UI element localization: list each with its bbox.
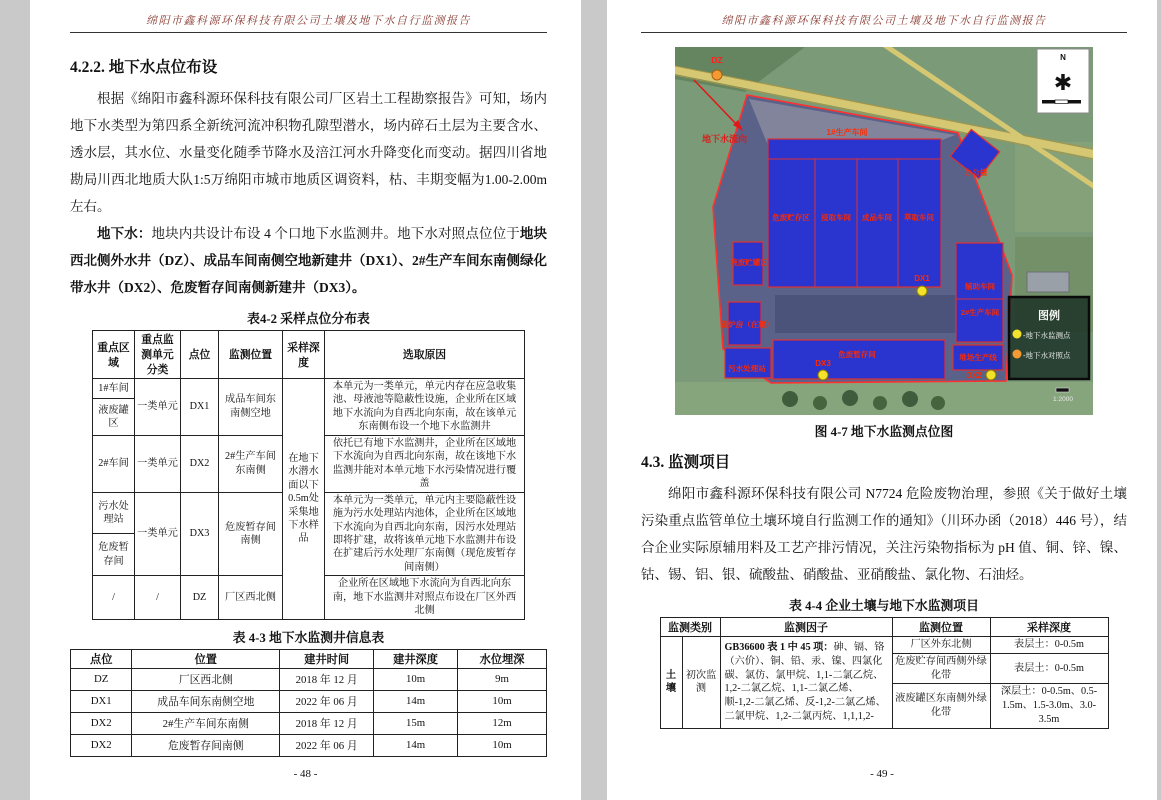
t43-cell: 15m bbox=[374, 712, 458, 734]
tree bbox=[873, 396, 887, 410]
t42-r3-reason: 本单元为一类单元，单元内主要隐蔽性设施为污水处理站内池体，企业所在区域地下水流向为自西北向东南，因污水处理站即将扩建，故将该单元地下水监测井布设在扩建后污水处理厂东南侧（现危废暂存间南侧） bbox=[325, 492, 525, 576]
table-row bbox=[93, 331, 525, 379]
building-hazwaste bbox=[773, 340, 945, 379]
t44-cell: 表层土：0-0.5m bbox=[990, 637, 1108, 654]
tree bbox=[842, 390, 858, 406]
t43-cell: 2022 年 06 月 bbox=[280, 690, 374, 712]
yard-label: 堆场生产线 bbox=[959, 353, 997, 362]
dx3-monitor-point bbox=[818, 370, 828, 380]
t42-r3-area2: 危废暂存间 bbox=[93, 534, 135, 576]
t43-cell: DX2 bbox=[71, 734, 132, 756]
t43-h-point: 点位 bbox=[71, 649, 132, 668]
dz-control-point bbox=[712, 70, 722, 80]
table-row bbox=[93, 379, 525, 399]
t43-h-welldepth: 建井深度 bbox=[374, 649, 458, 668]
building-sewage bbox=[725, 348, 771, 378]
tree bbox=[902, 391, 918, 407]
paragraph-monitoring-items: 绵阳市鑫科源环保科技有限公司 N7724 危险废物治理，参照《关于做好土壤污染重点监管单位土壤环境自行监测工作的通知》（川环办函（2018）446 号），结合企业实际原辅用料及工艺产排污情况，关注污染物指标为 pH 值、铜、锌、镍、钴、锡、铝、银、硫酸盐、硝酸盐、亚硝酸盐、氯化物、石油烃。 bbox=[641, 486, 1127, 582]
table-row bbox=[71, 712, 547, 734]
t42-r2-reason: 依托已有地下水监测井，企业所在区域地下水流向为自西北向东南，故在该地下水监测井能对本单元地下水污染情况进行覆盖 bbox=[325, 435, 525, 492]
hazstore-label: 危废贮存区 bbox=[772, 213, 810, 222]
scale-text: 1:2000 bbox=[1053, 396, 1073, 403]
t43-cell: 12m bbox=[458, 712, 547, 734]
t42-r3-unit: 一类单元 bbox=[135, 492, 181, 576]
tree bbox=[813, 396, 827, 410]
t42-depth-merged: 在地下水潜水面以下0.5m处采集地下水样品 bbox=[283, 379, 325, 620]
t42-r3-location: 危废暂存间南侧 bbox=[219, 492, 283, 576]
t43-cell: DX1 bbox=[71, 690, 132, 712]
t44-cell: 深层土：0-0.5m、0.5-1.5m、1.5-3.0m、3.0-3.5m bbox=[990, 684, 1108, 728]
page-header: 绵阳市鑫科源环保科技有限公司土壤及地下水自行监测报告 bbox=[641, 12, 1127, 33]
t42-h-location: 监测位置 bbox=[219, 331, 283, 379]
product-label: 成品车间 bbox=[862, 213, 892, 222]
dx3-label: DX3 bbox=[815, 359, 831, 368]
workshop2-label: 2#生产车间 bbox=[960, 308, 1000, 317]
t42-r3-point: DX3 bbox=[181, 492, 219, 576]
legend-title: 图例 bbox=[1038, 310, 1060, 322]
t43-h-location: 位置 bbox=[132, 649, 280, 668]
t43-cell: 2#生产车间东南侧 bbox=[132, 712, 280, 734]
t42-r4-location: 厂区西北侧 bbox=[219, 576, 283, 619]
t42-r1-area2: 液废罐区 bbox=[93, 399, 135, 436]
t42-r4-unit: / bbox=[135, 576, 181, 619]
table-row bbox=[71, 734, 547, 756]
t42-h-reason: 选取原因 bbox=[325, 331, 525, 379]
t42-r1-location: 成品车间东南侧空地 bbox=[219, 379, 283, 436]
north-label: N bbox=[1060, 53, 1066, 62]
t42-r2-point: DX2 bbox=[181, 435, 219, 492]
t44-cat-first: 初次监测 bbox=[682, 637, 720, 729]
t42-r2-location: 2#生产车间东南侧 bbox=[219, 435, 283, 492]
compass-rose-icon: ✱ bbox=[1053, 70, 1073, 95]
t42-r4-reason: 企业所在区域地下水流向为自西北向东南，地下水监测井对照点布设在厂区外西北侧 bbox=[325, 576, 525, 619]
table-row bbox=[71, 690, 547, 712]
t43-cell: DX2 bbox=[71, 712, 132, 734]
tree bbox=[931, 396, 945, 410]
compass bbox=[1037, 49, 1089, 113]
t42-r1-unit: 一类单元 bbox=[135, 379, 181, 436]
t43-h-waterlevel: 水位埋深 bbox=[458, 649, 547, 668]
sewage-label: 污水处理站 bbox=[728, 364, 766, 373]
workshop1-label: 1#生产车间 bbox=[826, 128, 868, 137]
mini-scalebar bbox=[1056, 388, 1069, 392]
t44-factors-list: 砷、镉、铬（六价）、铜、铅、汞、镍、四氯化碳、氯仿、氯甲烷、1,1-二氯乙烷、1,2-二氯乙烷、1,1-二氯乙烯、顺-1,2-二氯乙烯、反-1,2-二氯乙烯、二氯甲烷、1,2-二氯丙烷、1,1,1,2- bbox=[724, 642, 886, 722]
section-heading-422: 4.2.2. 地下水点位布设 bbox=[70, 59, 218, 76]
t42-r1-reason: 本单元为一类单元，单元内存在应急收集池、母液池等隐蔽性设施，企业所在区域地下水流向为自西北向东南，故在该单元东南侧布设一个地下水监测井 bbox=[325, 379, 525, 436]
t43-cell: 10m bbox=[374, 668, 458, 690]
figure-groundwater-map bbox=[675, 47, 1093, 415]
t43-cell: 危废暂存间南侧 bbox=[132, 734, 280, 756]
paragraph-groundwater-geology: 根据《绵阳市鑫科源环保科技有限公司厂区岩土工程勘察报告》可知，场内地下水类型为第四系全新统河流冲积物孔隙型潜水，场内碎石土层为主要含水、透水层，其水位、水量变化随季节降水及涪江河水升降变化而变动。据四川省地勘局川西北地质大队1:5万绵阳市城市地质区调资料，枯、丰期变幅为1.00-2.00m左右。 bbox=[70, 91, 547, 214]
t44-cell: 危废贮存间西侧外绿化带 bbox=[892, 653, 990, 684]
legend-monitor-label: -地下水监测点 bbox=[1023, 331, 1071, 340]
legend-control-label: -地下水对照点 bbox=[1023, 351, 1071, 360]
tree bbox=[782, 391, 798, 407]
table-row bbox=[660, 637, 1108, 654]
t42-r1-point: DX1 bbox=[181, 379, 219, 436]
t44-h-depth: 采样深度 bbox=[990, 618, 1108, 637]
pavement-dark bbox=[775, 295, 975, 333]
section-heading-43: 4.3. 监测项目 bbox=[641, 454, 731, 471]
paragraph-groundwater-wells bbox=[70, 220, 547, 301]
t43-cell: 9m bbox=[458, 668, 547, 690]
para2-bold-rest: 地块西北侧外水井（DZ）、成品车间南侧空地新建井（DX1）、2#生产车间东南侧绿化带水井（DX2）、危废暂存间南侧新建井（DX3）。 bbox=[70, 226, 548, 295]
t44-cell: 表层土：0-0.5m bbox=[990, 653, 1108, 684]
table-row bbox=[71, 649, 547, 668]
t42-h-point: 点位 bbox=[181, 331, 219, 379]
t43-cell: 14m bbox=[374, 734, 458, 756]
legend-control-dot bbox=[1013, 350, 1022, 359]
t43-cell: 14m bbox=[374, 690, 458, 712]
scalebar-segment bbox=[1068, 100, 1081, 104]
t44-factors bbox=[720, 637, 892, 729]
para2-normal: 地块内共设计布设 4 个口地下水监测井。地下水对照点位位于 bbox=[151, 226, 520, 241]
t42-r1-area1: 1#车间 bbox=[93, 379, 135, 399]
table-sampling-points bbox=[92, 330, 525, 620]
table44-caption: 表 4-4 企业土壤与地下水监测项目 bbox=[789, 599, 979, 613]
t42-r4-point: DZ bbox=[181, 576, 219, 619]
dx2-monitor-point bbox=[986, 370, 996, 380]
t43-cell: 10m bbox=[458, 734, 547, 756]
scalebar-segment bbox=[1042, 100, 1055, 104]
extract-label: 萃取车间 bbox=[904, 213, 934, 222]
tank-label: 液废贮罐区 bbox=[730, 258, 768, 267]
satellite-map bbox=[675, 47, 1093, 415]
para2-bold-lead: 地下水： bbox=[97, 226, 152, 241]
t44-cat-soil: 土壤 bbox=[660, 637, 682, 729]
flow-direction-label: 地下水流向 bbox=[702, 134, 748, 144]
page-header: 绵阳市鑫科源环保科技有限公司土壤及地下水自行监测报告 bbox=[70, 12, 547, 33]
table42-caption: 表4-2 采样点位分布表 bbox=[247, 312, 370, 326]
dx1-label: DX1 bbox=[914, 274, 930, 283]
page-number: - 49 - bbox=[870, 768, 894, 780]
table-monitoring-items bbox=[660, 617, 1109, 729]
t43-cell: 2018 年 12 月 bbox=[280, 712, 374, 734]
t42-r2-unit: 一类单元 bbox=[135, 435, 181, 492]
t43-cell: 成品车间东南侧空地 bbox=[132, 690, 280, 712]
t44-h-category: 监测类别 bbox=[660, 618, 720, 637]
table-row bbox=[71, 668, 547, 690]
table-well-info bbox=[70, 649, 547, 757]
aux-label: 辅助车间 bbox=[965, 282, 995, 291]
building-workshop2 bbox=[956, 243, 1003, 342]
scalebar-segment bbox=[1055, 100, 1068, 104]
dz-label: DZ bbox=[711, 55, 723, 65]
page-left bbox=[30, 0, 581, 800]
t42-r4-area: / bbox=[93, 576, 135, 619]
t43-cell: 2018 年 12 月 bbox=[280, 668, 374, 690]
t43-cell: 2022 年 06 月 bbox=[280, 734, 374, 756]
t44-cell: 液废罐区东南侧外绿化带 bbox=[892, 684, 990, 728]
page-right bbox=[607, 0, 1157, 800]
table-row bbox=[660, 618, 1108, 637]
dx1-monitor-point bbox=[917, 286, 927, 296]
page-number: - 48 - bbox=[293, 768, 318, 780]
legend-monitor-dot bbox=[1013, 330, 1022, 339]
table43-caption: 表 4-3 地下水监测井信息表 bbox=[232, 630, 385, 645]
hazwaste-label: 危废暂存间 bbox=[838, 350, 876, 359]
t44-cell: 厂区外东北侧 bbox=[892, 637, 990, 654]
t43-cell: DZ bbox=[71, 668, 132, 690]
t42-h-area: 重点区域 bbox=[93, 331, 135, 379]
t43-cell: 厂区西北侧 bbox=[132, 668, 280, 690]
t42-h-depth: 采样深度 bbox=[283, 331, 325, 379]
leach-label: 浸取车间 bbox=[821, 213, 851, 222]
map-legend bbox=[1009, 297, 1089, 379]
figure-caption: 图 4-7 地下水监测点位图 bbox=[814, 425, 954, 439]
t44-factors-bold: GB36600 表 1 中 45 项： bbox=[724, 642, 834, 653]
office-label: 办公楼 bbox=[964, 168, 988, 177]
t44-h-factors: 监测因子 bbox=[720, 618, 892, 637]
t43-h-built: 建井时间 bbox=[280, 649, 374, 668]
t42-r2-area: 2#车间 bbox=[93, 435, 135, 492]
boiler-label: 锅炉房（在建） bbox=[720, 320, 774, 329]
t43-cell: 10m bbox=[458, 690, 547, 712]
t42-h-unit: 重点监测单元分类 bbox=[135, 331, 181, 379]
t42-r3-area1: 污水处理站 bbox=[93, 492, 135, 534]
dx2-label: DX2 bbox=[966, 371, 982, 380]
neighbor-building bbox=[1027, 272, 1069, 292]
t44-h-location: 监测位置 bbox=[892, 618, 990, 637]
